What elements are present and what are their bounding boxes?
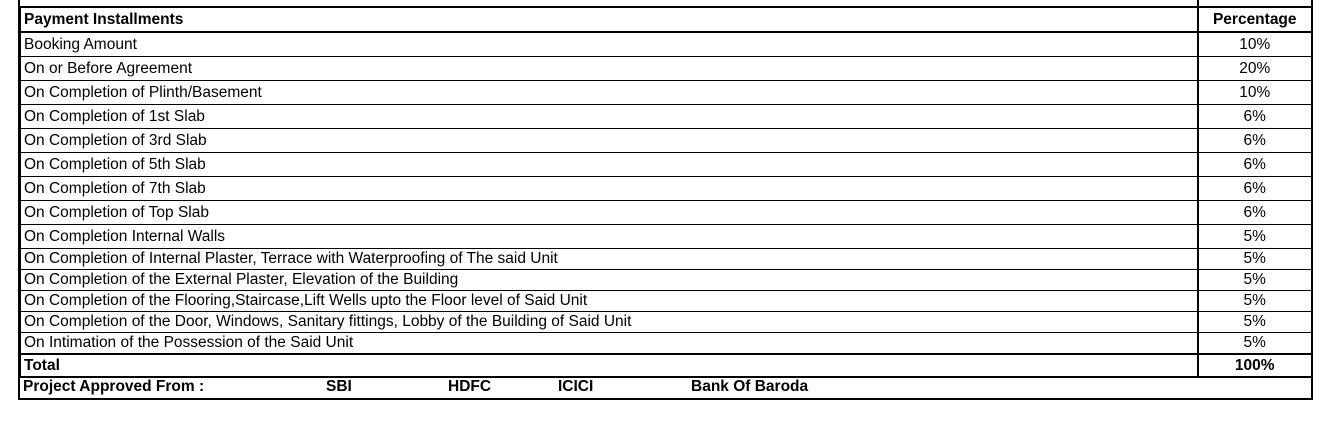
installment-percentage: 5% [1198, 312, 1312, 333]
installment-percentage: 20% [1198, 57, 1312, 81]
installment-label: On Intimation of the Possession of the Said Unit [21, 333, 1198, 355]
bank-name-icici: ICICI [558, 378, 594, 395]
approved-banks-row [20, 374, 1311, 400]
installment-label: On Completion of Internal Plaster, Terrace with Waterproofing of The said Unit [21, 249, 1198, 270]
table-header-row [21, 8, 1312, 33]
bank-name-hdfc: HDFC [448, 378, 492, 395]
table-row [21, 270, 1312, 291]
column-divider-stub [1197, 0, 1199, 7]
installment-label: On Completion of Plinth/Basement [21, 81, 1198, 105]
installment-column-header: Payment Installments [21, 8, 1198, 33]
table-row [21, 32, 1312, 57]
installment-percentage: 6% [1198, 201, 1312, 225]
installment-percentage: 6% [1198, 105, 1312, 129]
installment-percentage: 5% [1198, 333, 1312, 355]
approved-label: Project Approved From : [23, 378, 205, 395]
table-row [21, 153, 1312, 177]
table-row [21, 333, 1312, 355]
installment-label: On Completion of 1st Slab [21, 105, 1198, 129]
total-label: Total [21, 354, 1198, 377]
payment-installments-table [20, 7, 1312, 378]
payment-schedule-sheet [18, 0, 1313, 400]
installment-percentage: 5% [1198, 249, 1312, 270]
table-row [21, 225, 1312, 249]
table-row [21, 201, 1312, 225]
installment-percentage: 10% [1198, 81, 1312, 105]
bank-name-bank-of-baroda: Bank Of Baroda [691, 378, 809, 395]
installment-label: On Completion of the Flooring,Staircase,Lift Wells upto the Floor level of Said Unit [21, 291, 1198, 312]
table-row [21, 81, 1312, 105]
installment-percentage: 6% [1198, 129, 1312, 153]
percentage-column-header: Percentage [1198, 8, 1312, 33]
installment-percentage: 6% [1198, 177, 1312, 201]
installment-label: On Completion of Top Slab [21, 201, 1198, 225]
installment-label: On Completion of 3rd Slab [21, 129, 1198, 153]
installment-label: On or Before Agreement [21, 57, 1198, 81]
table-row [21, 249, 1312, 270]
total-percentage: 100% [1198, 354, 1312, 377]
table-row [21, 129, 1312, 153]
table-row [21, 291, 1312, 312]
table-row [21, 57, 1312, 81]
installment-percentage: 6% [1198, 153, 1312, 177]
installment-percentage: 5% [1198, 270, 1312, 291]
installment-percentage: 5% [1198, 291, 1312, 312]
installment-label: On Completion Internal Walls [21, 225, 1198, 249]
table-row [21, 177, 1312, 201]
bank-name-sbi: SBI [326, 378, 352, 395]
installment-percentage: 10% [1198, 32, 1312, 57]
installment-percentage: 5% [1198, 225, 1312, 249]
table-row [21, 105, 1312, 129]
installment-label: On Completion of the External Plaster, Elevation of the Building [21, 270, 1198, 291]
installment-label: On Completion of 7th Slab [21, 177, 1198, 201]
installment-label: On Completion of 5th Slab [21, 153, 1198, 177]
installment-label: Booking Amount [21, 32, 1198, 57]
table-row [21, 312, 1312, 333]
installment-label: On Completion of the Door, Windows, Sanitary fittings, Lobby of the Building of Said Unit [21, 312, 1198, 333]
